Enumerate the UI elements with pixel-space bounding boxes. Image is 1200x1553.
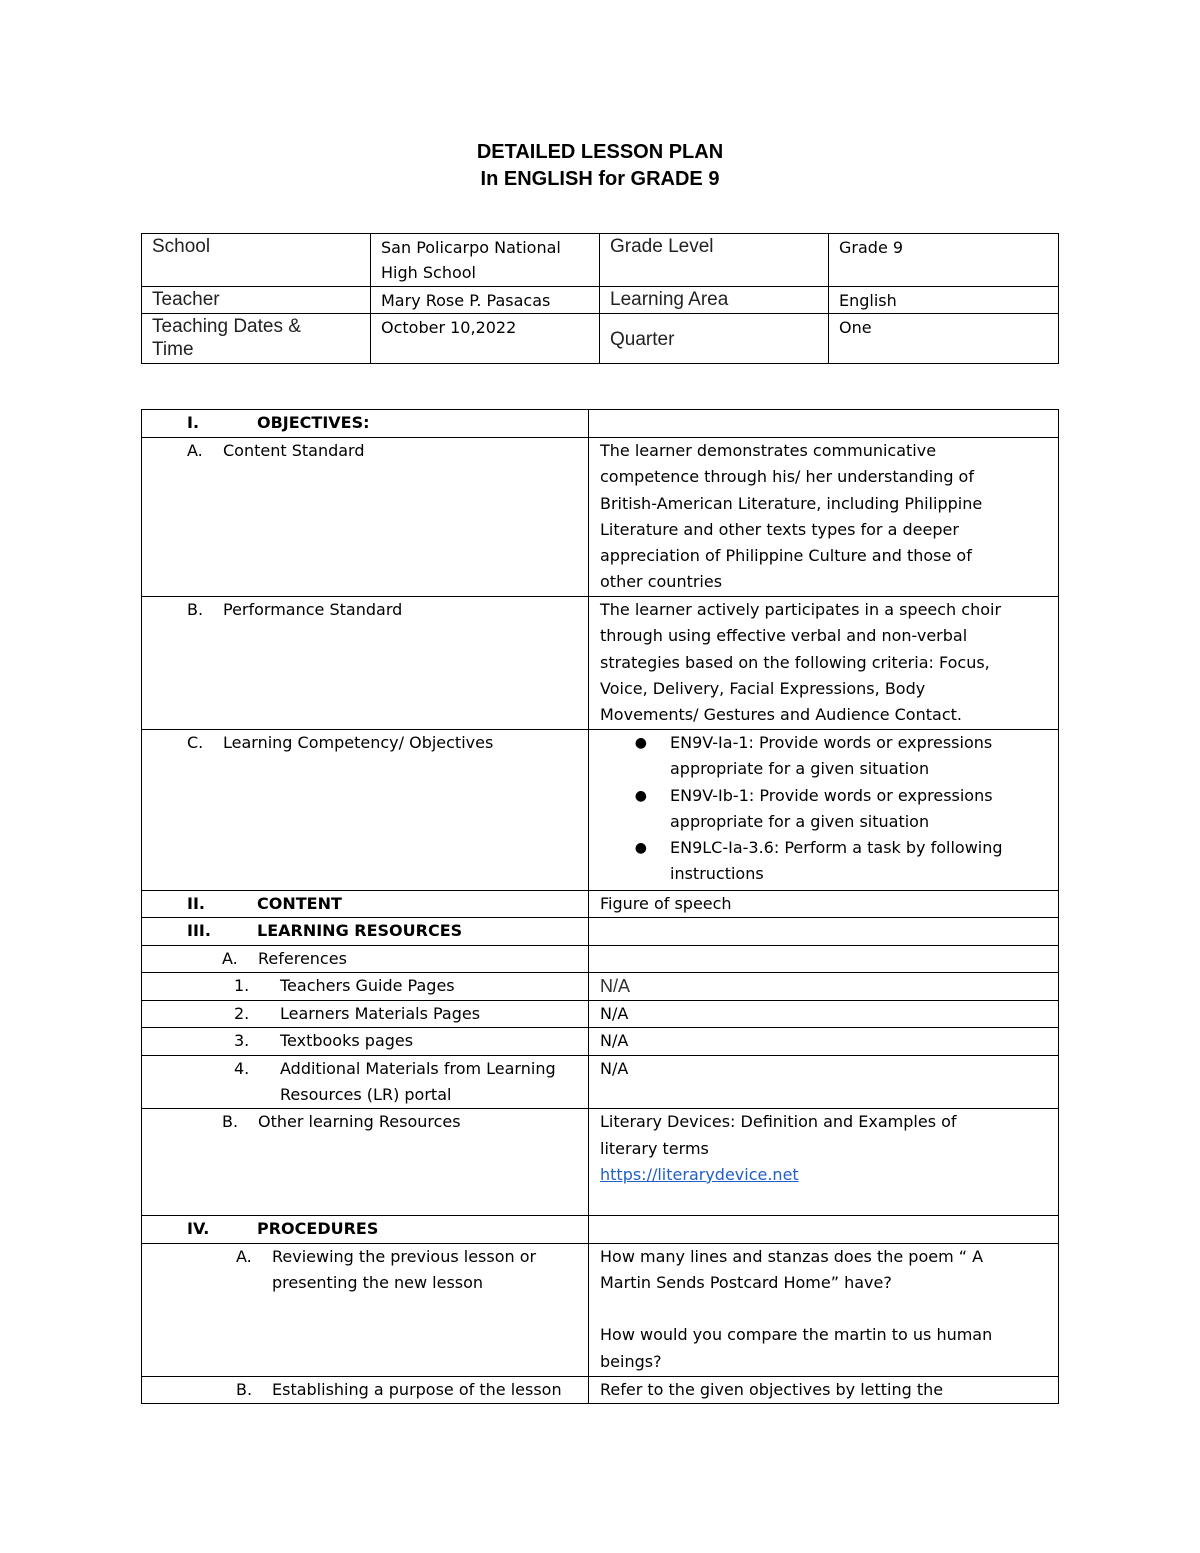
row-label bbox=[142, 1109, 589, 1216]
item-label: Reviewing the previous lesson or bbox=[272, 1246, 537, 1266]
item-letter: B. bbox=[222, 1112, 239, 1132]
row-references bbox=[142, 945, 1059, 972]
row-label bbox=[142, 972, 589, 1000]
bullet-icon: ● bbox=[634, 787, 647, 804]
text-line: EN9LC-Ia-3.6: Perform a task by following bbox=[670, 838, 1003, 858]
text-line: appreciation of Philippine Culture and those of bbox=[600, 546, 972, 566]
row-additional-materials bbox=[142, 1055, 1059, 1109]
text-line: literary terms bbox=[600, 1138, 709, 1158]
section-title: OBJECTIVES: bbox=[257, 413, 370, 432]
row-learning-competency bbox=[142, 730, 1059, 891]
item-letter: C. bbox=[187, 733, 204, 752]
text-line: other countries bbox=[600, 572, 723, 592]
row-value bbox=[589, 972, 1059, 1000]
item-letter: A. bbox=[187, 441, 203, 460]
text-line: appropriate for a given situation bbox=[670, 759, 930, 779]
list-item bbox=[589, 835, 1048, 888]
section-row-learning-resources bbox=[142, 918, 1059, 945]
row-other-resources bbox=[142, 1109, 1059, 1216]
item-number: 2. bbox=[234, 1004, 250, 1024]
item-label: References bbox=[258, 948, 347, 968]
item-label: presenting the new lesson bbox=[272, 1272, 484, 1292]
item-label: Content Standard bbox=[223, 441, 365, 460]
text-line: Literary Devices: Definition and Examples of bbox=[600, 1112, 957, 1132]
text-line: EN9V-Ib-1: Provide words or expressions bbox=[670, 785, 993, 805]
item-label: Learning Competency/ Objectives bbox=[223, 733, 494, 752]
header-row-school bbox=[142, 234, 1059, 287]
section-numeral: III. bbox=[187, 921, 211, 941]
row-label bbox=[142, 1376, 589, 1403]
row-reviewing-lesson bbox=[142, 1243, 1059, 1376]
row-label bbox=[142, 1055, 589, 1109]
section-row-procedures bbox=[142, 1216, 1059, 1243]
text-line: appropriate for a given situation bbox=[670, 811, 930, 831]
section-heading bbox=[142, 918, 589, 945]
empty-cell bbox=[589, 918, 1059, 945]
section-title: PROCEDURES bbox=[257, 1219, 379, 1239]
list-item bbox=[589, 783, 1048, 836]
text-line: British-American Literature, including Philippine bbox=[600, 493, 983, 513]
row-label bbox=[142, 1028, 589, 1055]
text-line: Voice, Delivery, Facial Expressions, Body bbox=[600, 678, 926, 698]
row-value: N/A bbox=[589, 1055, 1059, 1109]
item-label: Establishing a purpose of the lesson bbox=[272, 1379, 562, 1399]
section-numeral: IV. bbox=[187, 1219, 210, 1239]
grade-level-value: Grade 9 bbox=[829, 234, 1059, 287]
text-line: Martin Sends Postcard Home” have? bbox=[600, 1272, 892, 1292]
na-value: N/A bbox=[600, 975, 631, 996]
section-row-objectives bbox=[142, 410, 1059, 438]
section-title: LEARNING RESOURCES bbox=[257, 921, 463, 941]
quarter-value: One bbox=[829, 314, 1059, 364]
header-row-teacher bbox=[142, 287, 1059, 314]
text-line: instructions bbox=[670, 864, 764, 884]
item-label: Learners Materials Pages bbox=[280, 1004, 481, 1024]
item-number: 4. bbox=[234, 1058, 250, 1078]
teaching-dates-label-line: Time bbox=[152, 339, 194, 360]
item-label: Teachers Guide Pages bbox=[280, 975, 455, 995]
row-establishing-purpose bbox=[142, 1376, 1059, 1403]
row-value: N/A bbox=[589, 1001, 1059, 1028]
content-value: Figure of speech bbox=[589, 891, 1059, 918]
text-line: Literature and other texts types for a deeper bbox=[600, 519, 959, 539]
item-number: 3. bbox=[234, 1031, 250, 1051]
section-numeral: I. bbox=[187, 413, 200, 432]
text-line: through using effective verbal and non-verbal bbox=[600, 626, 968, 646]
section-numeral: II. bbox=[187, 894, 205, 913]
teacher-label: Teacher bbox=[142, 287, 371, 314]
empty-cell bbox=[589, 945, 1059, 972]
item-label: Additional Materials from Learning bbox=[280, 1058, 556, 1078]
item-number: 1. bbox=[234, 975, 250, 995]
row-label bbox=[142, 730, 589, 891]
lesson-plan-table bbox=[141, 409, 1059, 1404]
bullet-icon: ● bbox=[634, 735, 647, 751]
item-letter: B. bbox=[236, 1379, 253, 1399]
teaching-dates-value: October 10,2022 bbox=[371, 314, 600, 364]
row-label bbox=[142, 1243, 589, 1376]
school-value-line: San Policarpo National bbox=[381, 238, 561, 257]
spacer bbox=[600, 1296, 1048, 1322]
row-content-standard bbox=[142, 438, 1059, 597]
learning-area-label: Learning Area bbox=[600, 287, 829, 314]
row-value: N/A bbox=[589, 1028, 1059, 1055]
list-item bbox=[589, 730, 1048, 783]
resource-link[interactable]: https://literarydevice.net bbox=[600, 1164, 799, 1184]
school-label: School bbox=[142, 234, 371, 287]
row-teachers-guide bbox=[142, 972, 1059, 1000]
empty-cell bbox=[589, 410, 1059, 438]
text-line: The learner actively participates in a speech choir bbox=[600, 600, 1002, 619]
item-label: Other learning Resources bbox=[258, 1112, 461, 1132]
row-learners-materials bbox=[142, 1001, 1059, 1028]
row-label bbox=[142, 438, 589, 597]
school-value-line: High School bbox=[381, 263, 476, 282]
text-line: EN9V-Ia-1: Provide words or expressions bbox=[670, 733, 993, 752]
learning-area-value: English bbox=[829, 287, 1059, 314]
text-line: How would you compare the martin to us human bbox=[600, 1325, 993, 1345]
item-label: Textbooks pages bbox=[280, 1031, 414, 1051]
content-standard-text bbox=[589, 438, 1059, 597]
text-line: strategies based on the following criteria: Focus, bbox=[600, 652, 990, 672]
text-line: Movements/ Gestures and Audience Contact. bbox=[600, 705, 962, 725]
teaching-dates-label-line: Teaching Dates & bbox=[152, 316, 301, 337]
lesson-header-table bbox=[141, 233, 1059, 364]
bullet-icon: ● bbox=[634, 840, 647, 857]
teacher-value: Mary Rose P. Pasacas bbox=[371, 287, 600, 314]
other-resources-text bbox=[589, 1109, 1059, 1216]
teaching-dates-label bbox=[142, 314, 371, 364]
reviewing-text bbox=[589, 1243, 1059, 1376]
row-textbooks bbox=[142, 1028, 1059, 1055]
competency-list-cell bbox=[589, 730, 1059, 891]
item-label: Resources (LR) portal bbox=[280, 1085, 452, 1105]
header-row-dates bbox=[142, 314, 1059, 364]
row-label bbox=[142, 1001, 589, 1028]
item-label: Performance Standard bbox=[223, 600, 403, 619]
item-letter: A. bbox=[236, 1246, 252, 1266]
text-line: How many lines and stanzas does the poem “ A bbox=[600, 1246, 984, 1266]
row-performance-standard bbox=[142, 597, 1059, 730]
quarter-label: Quarter bbox=[600, 314, 829, 364]
empty-cell bbox=[589, 1216, 1059, 1243]
text-line: beings? bbox=[600, 1351, 662, 1371]
grade-level-label: Grade Level bbox=[600, 234, 829, 287]
section-heading bbox=[142, 891, 589, 918]
section-heading bbox=[142, 410, 589, 438]
item-letter: A. bbox=[222, 948, 238, 968]
section-row-content bbox=[142, 891, 1059, 918]
document-subtitle: In ENGLISH for GRADE 9 bbox=[480, 168, 720, 190]
section-title: CONTENT bbox=[257, 894, 342, 913]
document-title: DETAILED LESSON PLAN bbox=[476, 141, 724, 163]
text-line: The learner demonstrates communicative bbox=[600, 441, 937, 460]
school-value bbox=[371, 234, 600, 287]
performance-standard-text bbox=[589, 597, 1059, 730]
row-label bbox=[142, 597, 589, 730]
competency-list bbox=[589, 730, 1048, 888]
row-label bbox=[142, 945, 589, 972]
text-line: competence through his/ her understanding of bbox=[600, 467, 974, 487]
section-heading bbox=[142, 1216, 589, 1243]
purpose-text: Refer to the given objectives by letting the bbox=[589, 1376, 1059, 1403]
item-letter: B. bbox=[187, 600, 204, 619]
